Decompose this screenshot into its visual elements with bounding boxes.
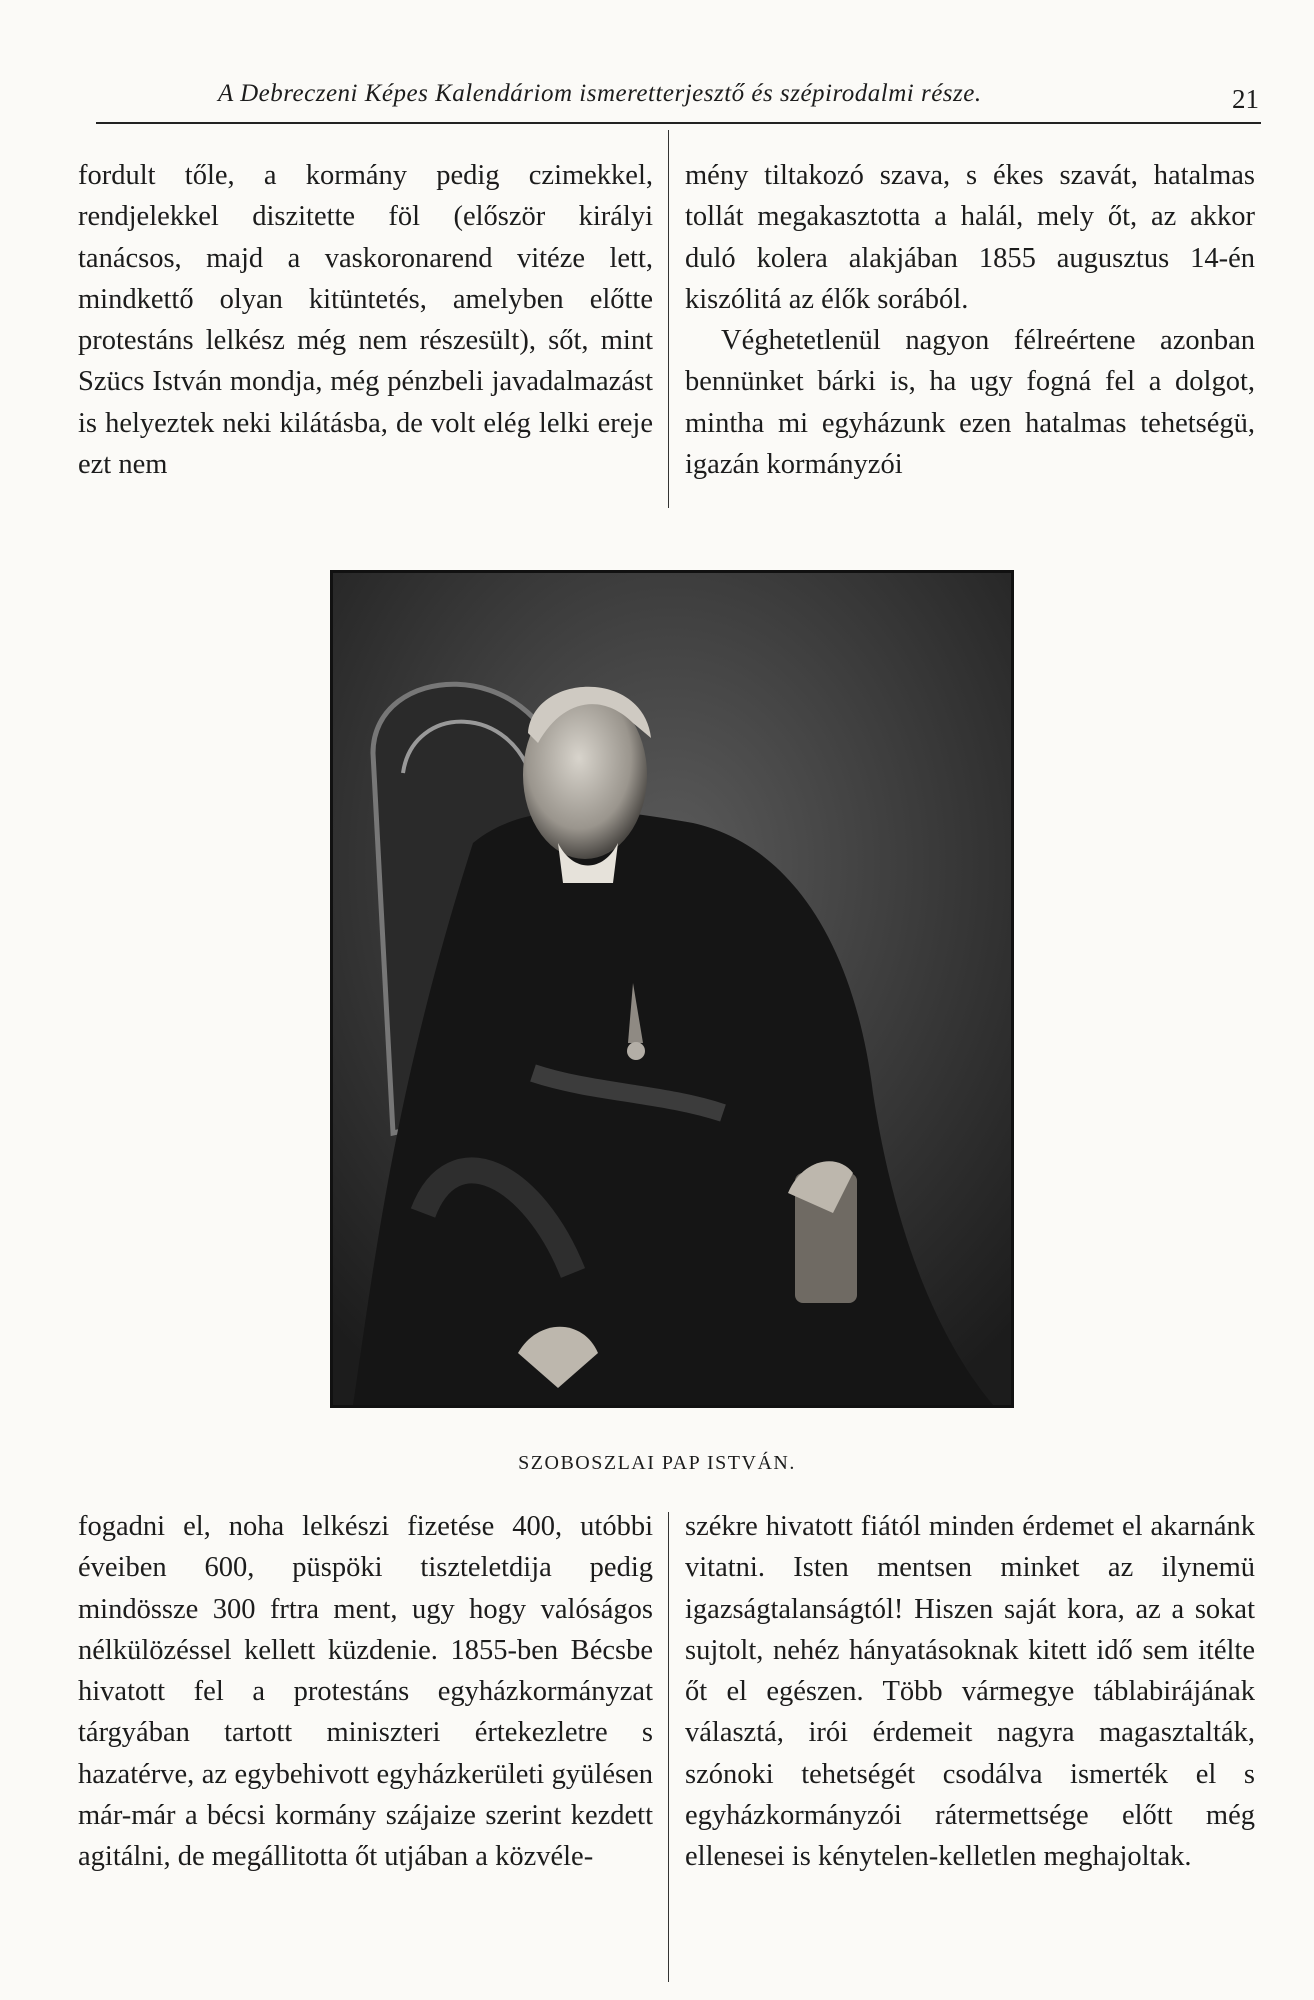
running-title: A Debreczeni Képes Kalendáriom ismeretterjesztő és szépirodalmi része. xyxy=(218,80,982,107)
figure-caption: SZOBOSZLAI PAP ISTVÁN. xyxy=(518,1452,796,1474)
text-column-top-right xyxy=(685,155,1255,485)
paragraph: fordult tőle, a kormány pedig czimekkel, rendjelekkel diszitette föl (először királyi tanácsos, majd a vaskoronarend vitéze lett, mindkettő olyan kitüntetés, amelyben előtte protestáns lelkész még nem részesült), sőt, mint Szücs István mondja, még pénzbeli javadalmazást is helyeztek neki kilátásba, de volt elég lelki ereje ezt nem xyxy=(78,160,653,481)
text-column-bottom-left xyxy=(78,1506,653,1878)
column-divider-bottom xyxy=(668,1512,669,1982)
page-header xyxy=(96,72,1261,124)
column-divider-top xyxy=(668,130,669,508)
page-number: 21 xyxy=(1232,84,1259,114)
text-column-top-left xyxy=(78,155,653,485)
paragraph: Véghetetlenül nagyon félreértene azonban bennünket bárki is, ha ugy fogná fel a dolgot, mintha mi egyházunk ezen hatalmas tehetségü, igazán kormányzói xyxy=(685,325,1255,481)
portrait-image xyxy=(330,570,1014,1408)
paragraph: székre hivatott fiától minden érdemet el akarnánk vitatni. Isten mentsen minket az ilynemü igazságtalanságtól! Hiszen saját kora, az a sokat sujtolt, nehéz hányatásoknak kitett idő sem itélte őt el egészen. Több vármegye táblabirájának választá, irói érdemeit nagyra magasztalták, szónoki tehetségét csodálva ismerték el s egyházkormányzói rátermettsége előtt még ellenesei is kénytelen-kelletlen meghajoltak. xyxy=(685,1511,1255,1873)
text-column-bottom-right xyxy=(685,1506,1255,1878)
paragraph: mény tiltakozó szava, s ékes szavát, hatalmas tollát megakasztotta a halál, mely őt, az akkor duló kolera alakjában 1855 augusztus 14-én kiszólitá az élők sorából. xyxy=(685,160,1255,315)
paragraph: fogadni el, noha lelkészi fizetése 400, utóbbi éveiben 600, püspöki tiszteletdija pedig mindössze 300 frtra ment, ugy hogy valóságos nélkülözéssel kellett küzdenie. 1855-ben Bécsbe hivatott fel a protestáns egyházkormányzat tárgyában tartott miniszteri értekezletre s hazatérve, az egybehivott egyházkerületi gyülésen már-már a bécsi kormány szájaize szerint kezdett agitálni, de megállitotta őt utjában a közvéle- xyxy=(78,1511,653,1873)
